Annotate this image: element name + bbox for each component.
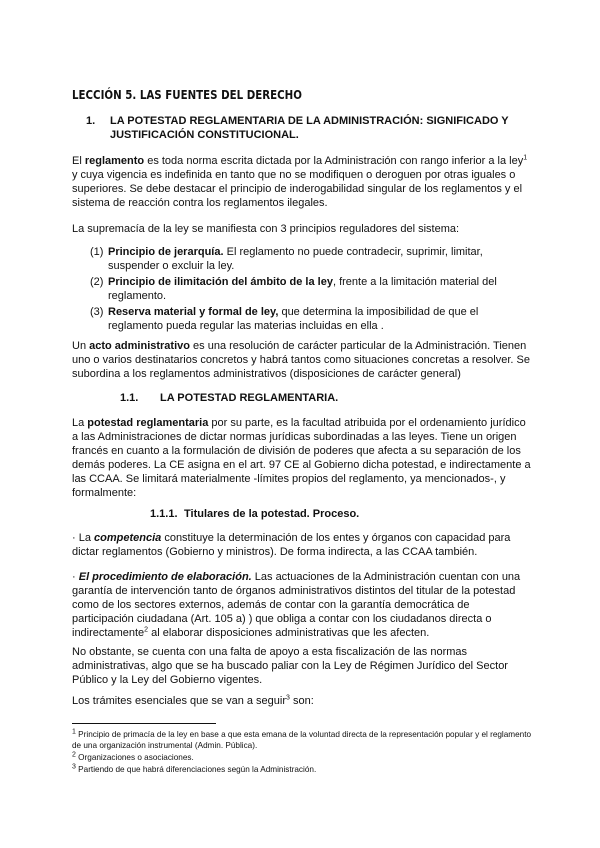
list-item bbox=[90, 305, 530, 333]
paragraph-procedimiento bbox=[72, 570, 532, 640]
footnote-text: Principio de primacía de la ley en base a que esta emana de la voluntad directa de la representación popular y el reglamento de una organización instrumental (Admin. Pública). bbox=[72, 730, 532, 750]
bold-term: potestad reglamentaria bbox=[87, 417, 209, 429]
text: · La bbox=[72, 532, 95, 544]
section-number: 1.1. bbox=[120, 392, 139, 404]
text: El reglamento no puede contradecir, suprimir, limitar, suspender o excluir la ley. bbox=[108, 246, 483, 272]
paragraph-acto-administrativo bbox=[72, 339, 532, 381]
paragraph-supremacia: La supremacía de la ley se manifiesta con 3 principios reguladores del sistema: bbox=[72, 223, 460, 235]
text: La bbox=[72, 417, 88, 429]
footnote-2 bbox=[72, 752, 542, 763]
list-item bbox=[90, 245, 530, 273]
bold-term: Principio de jerarquía. bbox=[108, 246, 224, 258]
footnote-3 bbox=[72, 764, 542, 775]
list-item bbox=[90, 275, 530, 303]
footnote-ref[interactable]: 3 bbox=[286, 694, 290, 702]
principles-list bbox=[90, 245, 530, 335]
text: constituye la determinación de los entes y órganos con capacidad para dictar reglamentos (Gobierno y ministros). De forma indirecta, a las CCAA también. bbox=[72, 532, 511, 558]
paragraph-no-obstante: No obstante, se cuenta con una falta de apoyo a esta fiscalización de las normas administrativas, algo que se ha buscado paliar con la Ley de Régimen Jurídico del Sector Público y la Ley del Gobierno vigentes. bbox=[72, 646, 508, 686]
list-number: (2) bbox=[90, 276, 104, 288]
text: son: bbox=[289, 695, 314, 707]
text: al elaborar disposiciones administrativas que les afecten. bbox=[148, 627, 430, 639]
footnote-ref[interactable]: 2 bbox=[144, 626, 149, 634]
paragraph-tramites bbox=[72, 694, 532, 708]
text: Las actuaciones de la Administración cuentan con una garantía de intervención tanto de órganos administrativos distintos del titular de la potestad como de los sectores externos, además de contar con la garantía democrática de participación ciudadana (Art. 105 a) ) que obliga a contar con los ciudadanos directa o indirectamente bbox=[72, 571, 521, 639]
footnote-ref[interactable]: 1 bbox=[523, 154, 528, 162]
footnote-number: 2 bbox=[72, 751, 76, 759]
section-number: 1.1.1. bbox=[150, 508, 178, 520]
footnote-number: 3 bbox=[72, 763, 76, 771]
bold-term: reglamento bbox=[84, 155, 145, 167]
footnote-divider bbox=[72, 723, 216, 724]
bold-term: Reserva material y formal de ley, bbox=[108, 306, 279, 318]
text: El bbox=[72, 155, 85, 167]
paragraph-competencia bbox=[72, 531, 532, 559]
text: Un bbox=[72, 340, 90, 352]
text: , frente a la limitación material del reglamento. bbox=[108, 276, 497, 302]
footnote-number: 1 bbox=[72, 728, 76, 736]
section-title: LA POTESTAD REGLAMENTARIA. bbox=[160, 392, 339, 404]
bold-term: competencia bbox=[94, 532, 162, 544]
bold-term: acto administrativo bbox=[89, 340, 190, 352]
bold-term: El procedimiento de elaboración. bbox=[78, 571, 252, 583]
text: es una resolución de carácter particular de la Administración. Tienen uno o varios destinatarios concretos y habrá tantos como situaciones concretas a resolver. Se subordina a los reglamentos administrativos (disposiciones de carácter general) bbox=[72, 340, 530, 380]
paragraph-potestad bbox=[72, 416, 532, 500]
text: y cuya vigencia es indefinida en tanto que no se modifiquen o deroguen por otras iguales o superiores. Se debe destacar el principio de inderogabilidad singular de los reglamentos y el sistema de reacción contra los reglamentos ilegales. bbox=[72, 169, 523, 209]
paragraph-reglamento bbox=[72, 154, 532, 210]
text: · bbox=[72, 571, 79, 583]
section-title: Titulares de la potestad. Proceso. bbox=[184, 508, 360, 520]
text: es toda norma escrita dictada por la Administración con rango inferior a la ley bbox=[144, 155, 524, 167]
footnote-text: Partiendo de que habrá diferenciaciones según la Administración. bbox=[75, 765, 317, 774]
bold-term: Principio de ilimitación del ámbito de la ley bbox=[108, 276, 333, 288]
lesson-title: LECCIÓN 5. LAS FUENTES DEL DERECHO bbox=[72, 87, 302, 102]
footnote-text: Organizaciones o asociaciones. bbox=[75, 753, 194, 762]
section-number: 1. bbox=[86, 115, 96, 127]
text: por su parte, es la facultad atribuida por el ordenamiento jurídico a las Administraciones de dictar normas jurídicas subordinadas a las leyes. Tiene un origen francés en cuanto a la formulación de división de poderes que afecta a su separación de los demás poderes. La CE asigna en el art. 97 CE al Gobierno dicha potestad, e indirectamente a las CCAA. Se limitará materialmente -límites propios del reglamento, ya mencionados-, y formalmente: bbox=[72, 417, 531, 499]
text: que determina la imposibilidad de que el reglamento pueda regular las materias incluidas en ella . bbox=[108, 306, 479, 332]
footnote-1 bbox=[72, 729, 542, 751]
list-number: (1) bbox=[90, 246, 104, 258]
list-number: (3) bbox=[90, 306, 104, 318]
text: Los trámites esenciales que se van a seguir bbox=[72, 695, 287, 707]
section-title: LA POTESTAD REGLAMENTARIA DE LA ADMINISTRACIÓN: SIGNIFICADO Y JUSTIFICACIÓN CONSTITUCIONAL. bbox=[110, 115, 509, 141]
